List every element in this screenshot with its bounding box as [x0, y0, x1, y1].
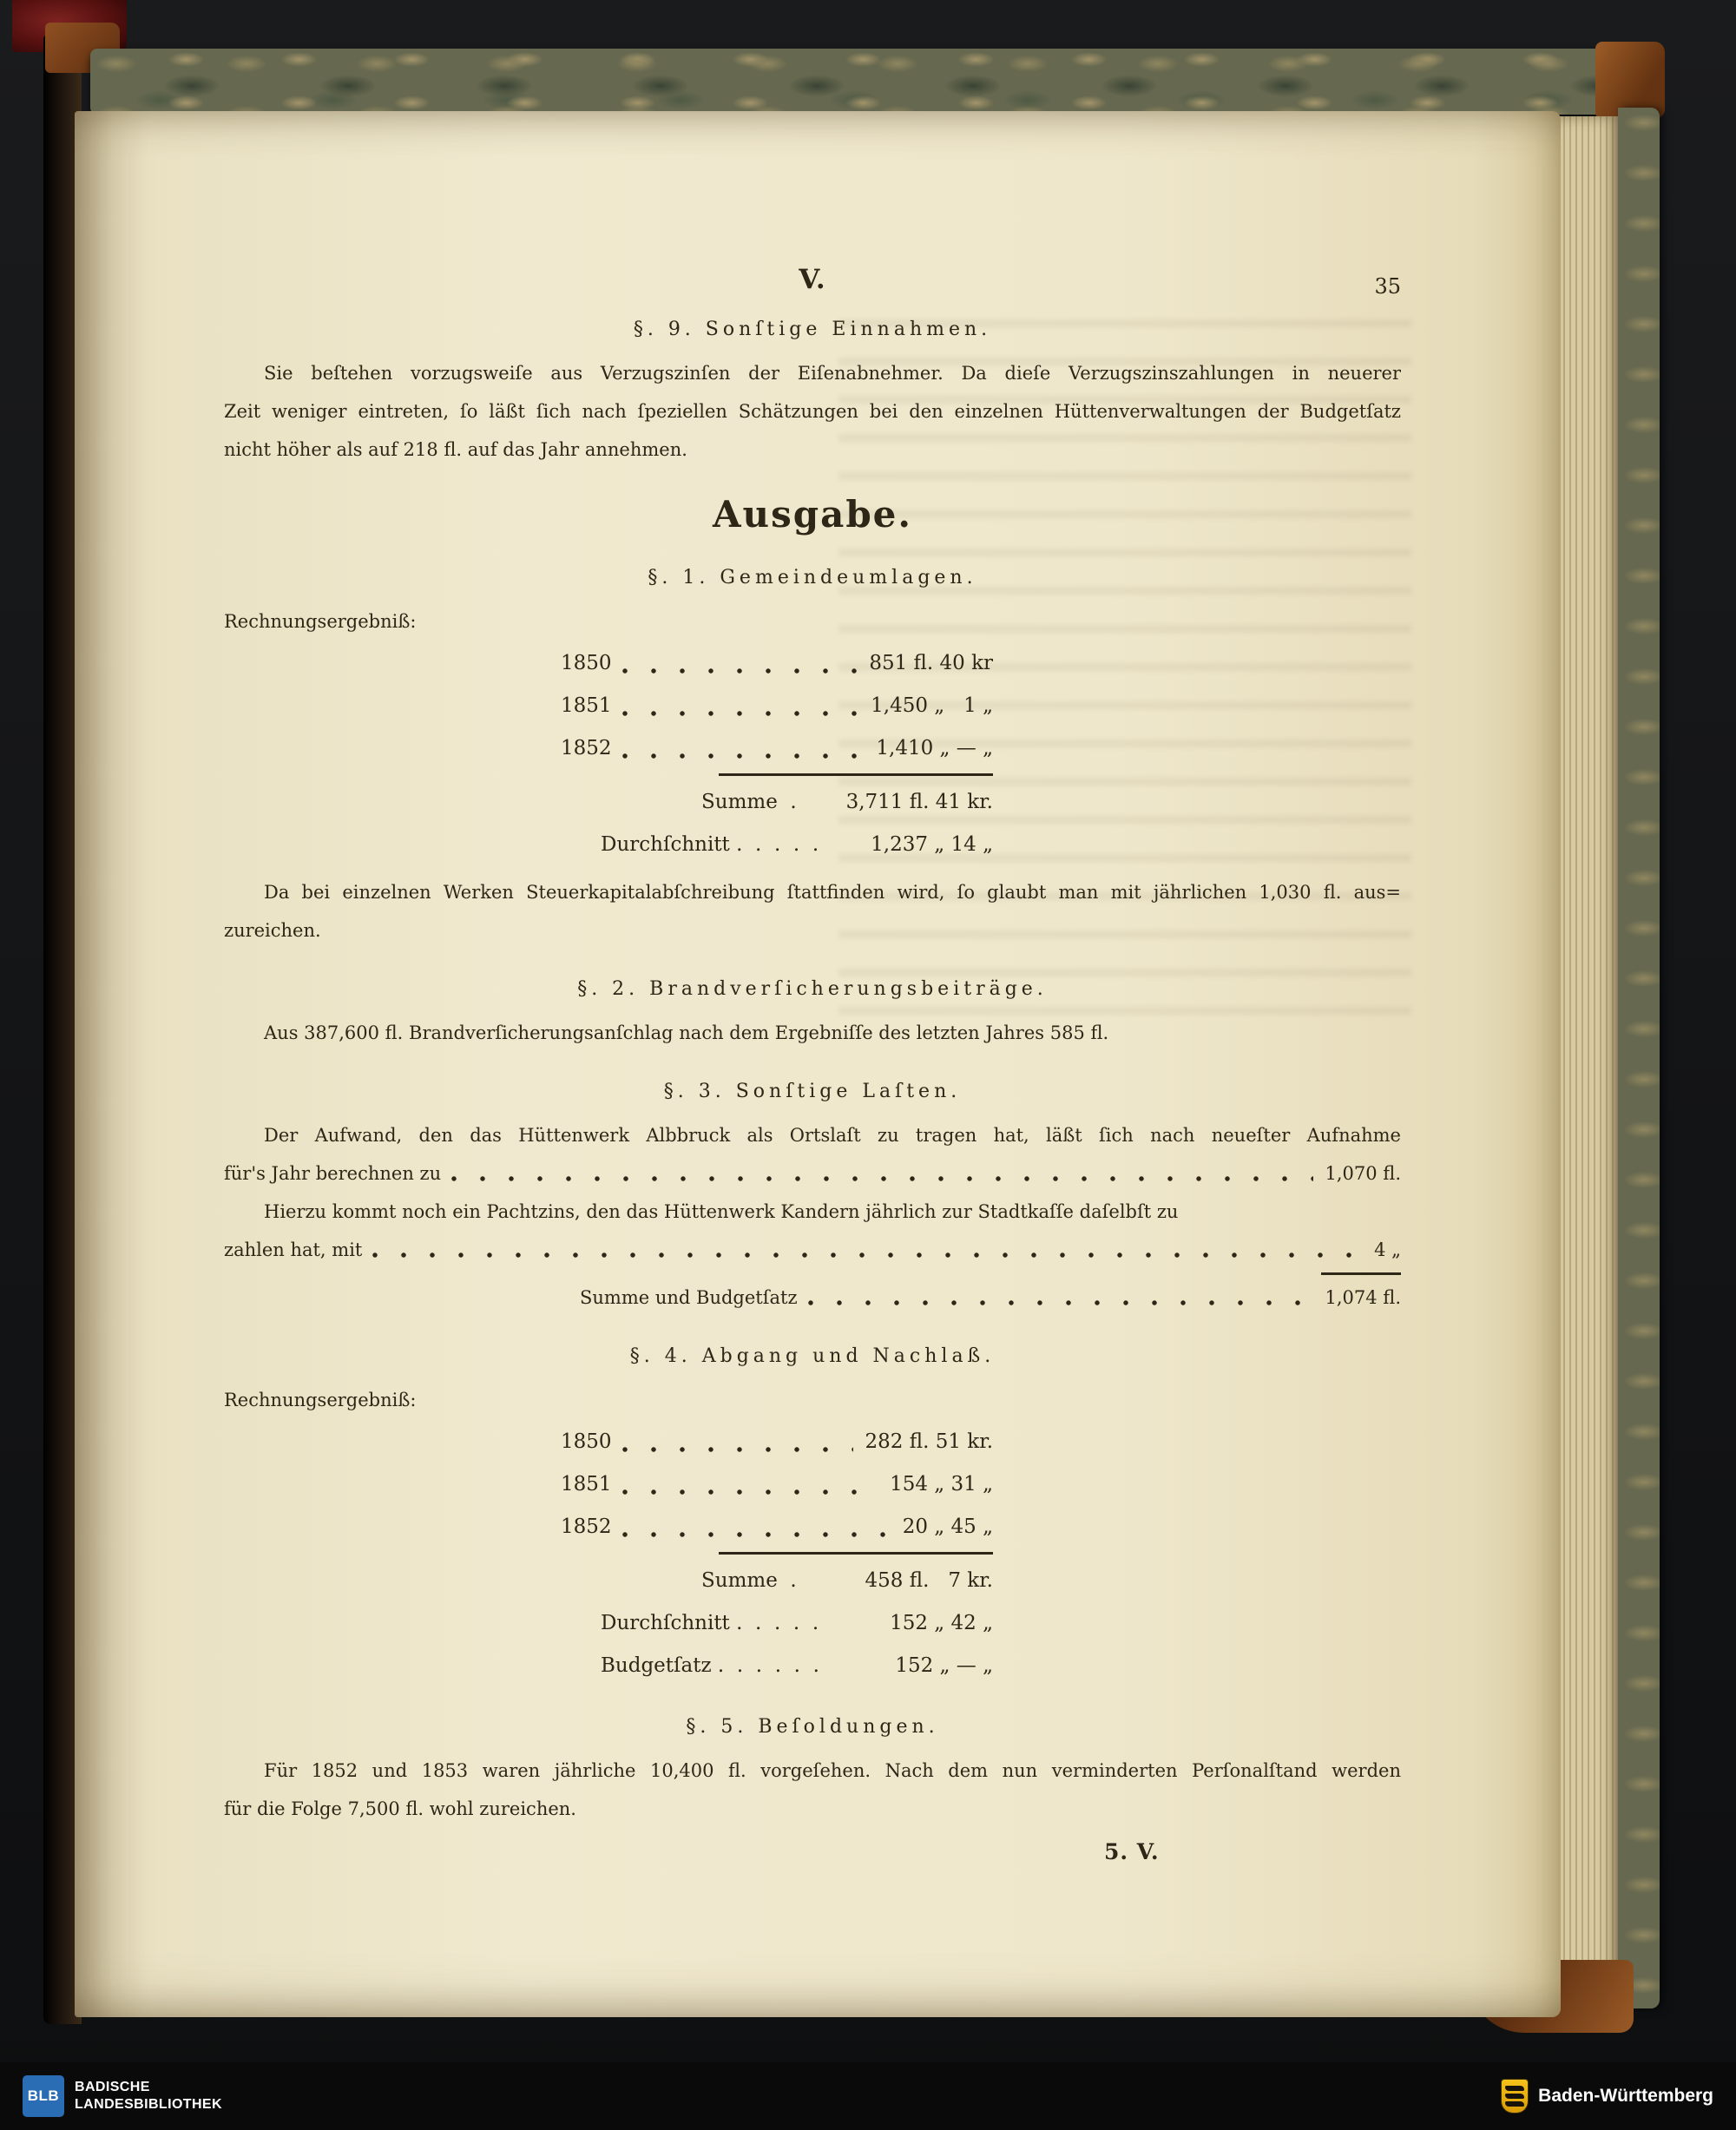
amount-line [224, 1231, 1401, 1269]
table-row [561, 1421, 993, 1463]
dot-leader [806, 1279, 1317, 1317]
coat-of-arms-icon [1502, 2080, 1528, 2113]
durchschnitt-row [561, 824, 993, 866]
lion-glyph [1505, 2101, 1524, 2107]
amount-cell: 1,074 fl. [1325, 1287, 1401, 1308]
year-cell: 1851 [561, 694, 612, 717]
section-9-heading: §. 9. Sonſtige Einnahmen. [633, 319, 992, 340]
ausgabe-title: Ausgabe. [712, 493, 913, 536]
amount-cell: 152 „ 42 „ [890, 1612, 993, 1634]
year-cell: 1851 [561, 1473, 612, 1496]
text-line: Hierzu kommt noch ein Pachtzins, den das Hüttenwerk Kandern jährlich zur Stadtkaſſe daſelbſt zu [264, 1201, 1179, 1222]
library-name-line2: LANDESBIBLIOTHEK [75, 2097, 222, 2112]
summe-label: Summe . [701, 791, 797, 813]
dot-leader [621, 1463, 882, 1506]
text-line: für's Jahr berechnen zu [224, 1163, 442, 1184]
summe-label: Summe . [701, 1569, 797, 1592]
amount-cell: 20 „ 45 „ [902, 1515, 993, 1538]
amount-cell: 3,711 fl. 41 kr. [845, 791, 993, 813]
amount-cell: 154 „ 31 „ [890, 1473, 993, 1496]
durchschnitt-row [561, 1602, 993, 1645]
library-name-line1: BADISCHE [75, 2080, 150, 2094]
abgang-table [561, 1421, 993, 1687]
text-line: Sie beſtehen vorzugsweiſe aus Verzugszinſen der Eiſenabnehmer. Da dieſe Verzugszinszahlungen in neuerer [264, 363, 1401, 384]
year-cell: 1852 [561, 1515, 612, 1538]
lion-glyph [1505, 2086, 1524, 2091]
amount-cell: 851 fl. 40 kr [869, 652, 993, 674]
durchschnitt-label: Durchſchnitt . . . . . [601, 1612, 819, 1634]
summe-row [561, 781, 993, 824]
table-row [561, 727, 993, 770]
section-3-paragraph [224, 1116, 1401, 1317]
section-1-note [224, 873, 1401, 950]
section-5-paragraph [224, 1752, 1401, 1828]
amount-cell: 1,450 „ 1 „ [871, 694, 993, 717]
text-line: Aus 387,600 fl. Brandverſicherungsanſchlag nach dem Ergebniſſe des letzten Jahres 585 fl. [264, 1022, 1109, 1043]
table-row [561, 1506, 993, 1548]
text-line: für die Folge 7,500 fl. wohl zureichen. [224, 1798, 576, 1819]
amount-cell: 152 „ — „ [895, 1654, 993, 1677]
budgetsatz-row [561, 1645, 993, 1687]
text-line: Da bei einzelnen Werken Steuerkapitalabſchreibung ſtattfinden wird, ſo glaubt man mit jährlichen 1,030 fl. aus= [264, 882, 1401, 903]
dot-leader [621, 1421, 857, 1463]
sheet-signature: 5. V. [1104, 1839, 1160, 1864]
text-line: zahlen hat, mit [224, 1239, 363, 1260]
table-row [561, 1463, 993, 1506]
state-name: Baden-Württemberg [1538, 2086, 1713, 2106]
marbled-board-top-edge [90, 49, 1616, 115]
section-3-heading: §. 3. Sonſtige Laſten. [663, 1081, 962, 1102]
dot-leader [621, 642, 861, 685]
blb-icon: BLB [23, 2075, 64, 2117]
section-2-heading: §. 2. Brandverſicherungsbeiträge. [577, 978, 1048, 1000]
page-text [224, 260, 1401, 1871]
marbled-board-right-edge [1618, 108, 1660, 2008]
baden-wuerttemberg-logo [1502, 2080, 1713, 2113]
rechnungsergebniss-label: Rechnungsergebniß: [224, 611, 417, 632]
text-line: Zeit weniger eintreten, ſo läßt ſich nach ſpeziellen Schätzungen bei den einzelnen Hüttenverwaltungen der Budgetſatz [224, 401, 1401, 422]
durchschnitt-label: Durchſchnitt . . . . . [601, 833, 819, 856]
text-line: Für 1852 und 1853 waren jährliche 10,400 fl. vorgeſehen. Nach dem nun verminderten Perſonalſtand werden [264, 1760, 1401, 1781]
text-line: zureichen. [224, 920, 321, 941]
amount-line [224, 1154, 1401, 1193]
text-line: nicht höher als auf 218 fl. auf das Jahr annehmen. [224, 439, 687, 460]
amount-cell: 1,410 „ — „ [876, 737, 993, 759]
budgetsatz-label: Budgetſatz . . . . . . [601, 1654, 819, 1677]
amount-cell: 282 fl. 51 kr. [865, 1430, 993, 1453]
amount-cell: 458 fl. 7 kr. [865, 1569, 993, 1592]
table-row [561, 685, 993, 727]
text-line: Der Aufwand, den das Hüttenwerk Albbruck als Ortslaſt zu tragen hat, läßt ſich nach neueſter Aufnahme [264, 1125, 1401, 1146]
section-9-paragraph [224, 354, 1401, 469]
dot-leader [621, 685, 863, 727]
year-cell: 1852 [561, 737, 612, 759]
dot-leader [371, 1231, 1365, 1269]
summe-row [561, 1560, 993, 1602]
lion-glyph [1505, 2094, 1524, 2099]
amount-cell: 4 „ [1374, 1239, 1401, 1260]
sum-rule [719, 1552, 993, 1555]
dot-leader [621, 1506, 894, 1548]
section-1-heading: §. 1. Gemeindeumlagen. [648, 567, 977, 588]
library-name [75, 2079, 222, 2114]
gemeindeumlagen-table [561, 642, 993, 866]
sum-rule [1321, 1272, 1401, 1275]
page-stack-edges [1557, 116, 1621, 1986]
dot-leader [450, 1154, 1316, 1193]
amount-cell: 1,237 „ 14 „ [871, 833, 993, 856]
leather-corner-top-right [1595, 42, 1665, 118]
dot-leader [621, 727, 868, 770]
year-cell: 1850 [561, 652, 612, 674]
amount-cell: 1,070 fl. [1325, 1163, 1401, 1184]
total-line [224, 1279, 1401, 1317]
page-header [224, 260, 1401, 300]
chapter-numeral: V. [799, 264, 826, 295]
section-5-heading: §. 5. Beſoldungen. [686, 1716, 939, 1738]
table-row [561, 642, 993, 685]
section-4-heading: §. 4. Abgang und Nachlaß. [629, 1345, 996, 1367]
year-cell: 1850 [561, 1430, 612, 1453]
page-number: 35 [1374, 274, 1401, 299]
viewer-footer [0, 2062, 1736, 2130]
blb-logo [23, 2075, 222, 2117]
sum-rule [719, 773, 993, 776]
total-label: Summe und Budgetſatz [580, 1287, 798, 1308]
rechnungsergebniss-label: Rechnungsergebniß: [224, 1390, 417, 1410]
